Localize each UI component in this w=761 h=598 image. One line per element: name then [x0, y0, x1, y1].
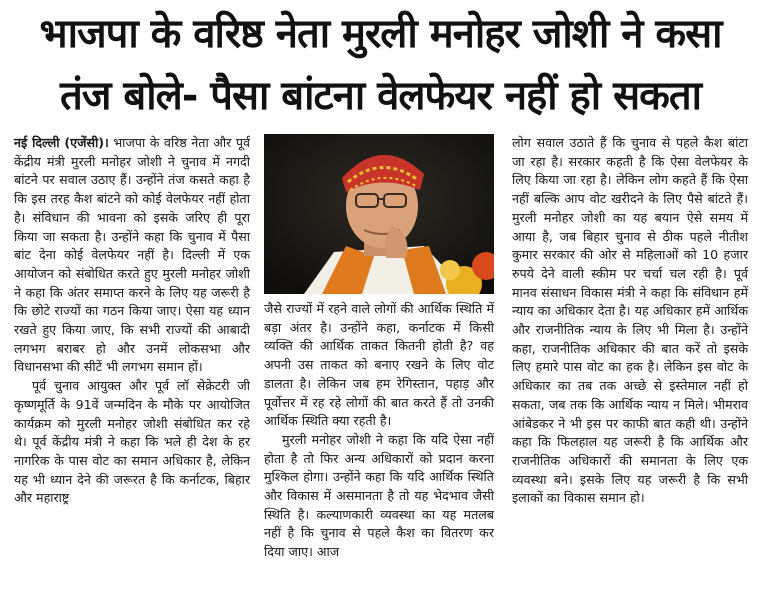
article-column-3 — [512, 134, 748, 508]
paragraph-text: भाजपा के वरिष्ठ नेता और पूर्व केंद्रीय मंत्री मुरली मनोहर जोशी ने चुनाव में नगदी बांटने पर सवाल उठाए हैं। उन्होंने तंज कसते कहा है कि इस तरह कैश बांटने को कोई वेलफेयर नहीं होता है। संविधान की भावना को इसके जरिए ही पूरा किया जा सकता है। उन्होंने कहा कि चुनाव में पैसा बांट देना कोई वेलफेयर नहीं है। दिल्ली में एक आयोजन को संबोधित करते हुए मुरली मनोहर जोशी ने कहा कि अंतर समाप्त करने के लिए यह जरूरी है कि छोटे राज्यों का गठन किया जाए। ऐसा यह ध्यान रखते हुए किया जाए, कि सभी राज्यों की आबादी लगभग बराबर हो और उनमें लोकसभा और विधानसभा की सीटें भी लगभग समान हों। — [14, 135, 250, 375]
article-photo — [264, 134, 494, 294]
dateline: नई दिल्ली (एजेंसी)। — [14, 135, 109, 150]
article-paragraph: लोग सवाल उठाते हैं कि चुनाव से पहले कैश बांटा जा रहा है। सरकार कहती है कि ऐसा वेलफेयर के लिए किया जा रहा है। लेकिन लोग कहते हैं कि ऐसा नहीं बल्कि आप वोट खरीदने के लिए पैसे बांटते हैं। मुरली मनोहर जोशी का यह बयान ऐसे समय में आया है, जब बिहार चुनाव से ठीक पहले नीतीश कुमार सरकार की ओर से महिलाओं को 10 हजार रुपये देने वाली स्कीम पर चर्चा चल रही है। पूर्व मानव संसाधन विकास मंत्री ने कहा कि संविधान हमें न्याय का अधिकार देता है। यह अधिकार हमें आर्थिक और राजनीतिक न्याय के लिए भी मिला है। उन्होंने कहा, राजनीतिक अधिकार की बात करें तो इसके लिए हमारे पास वोट का हक है। लेकिन इस वोट के अधिकार का तब तक अच्छे से इस्तेमाल नहीं हो सकता, जब तक कि आर्थिक न्याय न मिले। भीमराव आंबेडकर ने भी इस पर काफी बात कही थी। उन्होंने कहा कि फिलहाल यह जरूरी है कि आर्थिक और राजनीतिक अधिकारों की समानता के लिए एक व्यवस्था बने। इसके लिए यह जरूरी है कि सभी इलाकों का विकास समान हो। — [512, 135, 748, 506]
article-paragraph: जैसे राज्यों में रहने वाले लोगों की आर्थिक स्थिति में बड़ा अंतर है। उन्होंने कहा, कर्नाटक में किसी व्यक्ति की आर्थिक ताकत कितनी होती है? वह अपनी उस ताकत को बनाए रखने के लिए वोट डालता है। लेकिन जब हम रेगिस्तान, पहाड़ और पूर्वोत्तर में रह रहे लोगों की बात करते हैं तो उनकी आर्थिक स्थिति क्या रहती है। — [264, 301, 494, 429]
portrait-photo-icon — [264, 134, 494, 294]
article-paragraph — [14, 134, 250, 377]
article-paragraph: मुरली मनोहर जोशी ने कहा कि यदि ऐसा नहीं होता है तो फिर अन्य अधिकारों को प्रदान करना मुश्किल होगा। उन्होंने कहा कि यदि आर्थिक स्थिति और विकास में असमानता है तो यह भेदभाव जैसी स्थिति है। कल्याणकारी व्यवस्था का यह मतलब नहीं है कि चुनाव से पहले कैश का वितरण कर दिया जाए। आज — [264, 431, 494, 560]
article-paragraph: पूर्व चुनाव आयुक्त और पूर्व लॉ सेक्रेटरी जी कृष्णमूर्ति के 91वें जन्मदिन के मौके पर आयोजित कार्यक्रम को मुरली मनोहर जोशी संबोधित कर रहे थे। पूर्व केंद्रीय मंत्री ने कहा कि भले ही देश के हर नागरिक के पास वोट का समान अधिकार है, लेकिन यह भी ध्यान देने की जरूरत है कि कर्नाटक, बिहार और महाराष्ट्र — [14, 378, 250, 506]
headline-line-1: भाजपा के वरिष्ठ नेता मुरली मनोहर जोशी ने कसा — [39, 11, 722, 57]
article-column-1 — [14, 134, 250, 508]
headline-line-2: तंज बोले- पैसा बांटना वेलफेयर नहीं हो सकता — [59, 73, 701, 119]
article-column-2 — [264, 300, 494, 562]
